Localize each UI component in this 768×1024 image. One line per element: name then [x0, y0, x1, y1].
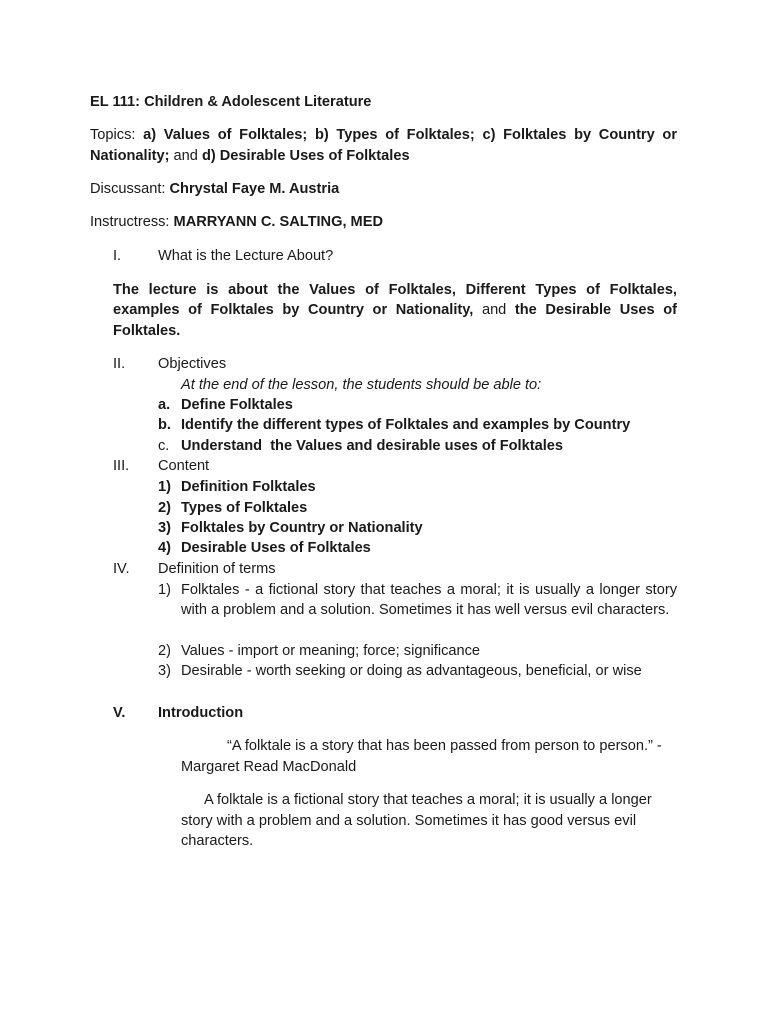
lecture-summary-and: and — [473, 302, 515, 318]
section-3-heading: Content — [158, 458, 210, 474]
lecture-summary-part-1: The lecture is about the Values of Folktales, Different Types of Folktales, examples of Folktales by Country or Nationality, — [113, 281, 677, 318]
topics-label: Topics: — [90, 127, 144, 143]
quote-line: “A folktale is a story that has been passed from person to person.” - — [227, 738, 662, 754]
content-marker: 3) — [158, 519, 171, 536]
objective-marker: a. — [158, 397, 171, 413]
section-2-heading: Objectives — [158, 356, 227, 372]
intro-paragraph-line: story with a problem and a solution. Sometimes it has good versus evil — [181, 812, 637, 829]
term-definition: Folktales - a fictional story that teaches a moral; it is usually a longer story with a problem and a solution. Sometimes it has well versus evil characters. — [181, 581, 677, 618]
term-marker: 2) — [158, 642, 171, 659]
section-1-numeral: I. — [113, 248, 122, 264]
instructress-name: MARRYANN C. SALTING, MED — [173, 214, 383, 230]
lecture-summary-part-2: the Desirable Uses of Folktales. — [113, 302, 677, 339]
section-1-body — [113, 280, 677, 342]
content-marker: 2) — [158, 499, 171, 516]
term-marker: 3) — [158, 663, 171, 679]
section-2-numeral: II. — [113, 356, 126, 372]
content-item: Definition Folktales — [181, 479, 316, 495]
section-4-heading: Definition of terms — [158, 560, 276, 577]
section-3-numeral: III. — [113, 458, 130, 474]
discussant-name: Chrystal Faye M. Austria — [169, 181, 340, 197]
section-5-numeral: V. — [113, 704, 126, 721]
objective-item: Identify the different types of Folktales and examples by Country — [181, 417, 631, 433]
section-4-numeral: IV. — [113, 560, 130, 577]
discussant-line — [90, 179, 339, 199]
quote-attribution: Margaret Read MacDonald — [181, 758, 357, 775]
instructress-line — [90, 212, 383, 232]
term-definition: Values - import or meaning; force; significance — [181, 642, 481, 659]
content-item: Types of Folktales — [181, 499, 308, 516]
intro-paragraph-line: characters. — [181, 833, 254, 849]
term-marker: 1) — [158, 581, 171, 598]
section-5-heading: Introduction — [158, 704, 244, 721]
section-1-heading: What is the Lecture About? — [158, 248, 334, 264]
content-marker: 1) — [158, 479, 171, 495]
objective-marker: c. — [158, 437, 170, 454]
term-definition: Desirable - worth seeking or doing as advantageous, beneficial, or wise — [181, 663, 642, 679]
objective-item: Understand the Values and desirable uses of Folktales — [181, 437, 563, 454]
topics-line — [90, 125, 677, 166]
discussant-label: Discussant: — [90, 181, 170, 197]
topics-d: d) Desirable Uses of Folktales — [201, 147, 410, 164]
topics-a-to-c: a) Values of Folktales; b) Types of Folktales; c) Folktales by Country or Nationality; — [90, 127, 677, 164]
content-marker: 4) — [158, 540, 171, 556]
topics-and: and — [169, 147, 202, 164]
content-item: Folktales by Country or Nationality — [181, 519, 423, 536]
intro-paragraph-line: A folktale is a fictional story that teaches a moral; it is usually a longer — [204, 792, 652, 808]
objectives-intro: At the end of the lesson, the students should be able to: — [181, 376, 542, 393]
content-item: Desirable Uses of Folktales — [181, 540, 371, 556]
instructress-label: Instructress: — [90, 214, 174, 230]
objective-item: Define Folktales — [181, 397, 293, 413]
course-title: EL 111: Children & Adolescent Literature — [90, 94, 372, 110]
objective-marker: b. — [158, 417, 171, 433]
